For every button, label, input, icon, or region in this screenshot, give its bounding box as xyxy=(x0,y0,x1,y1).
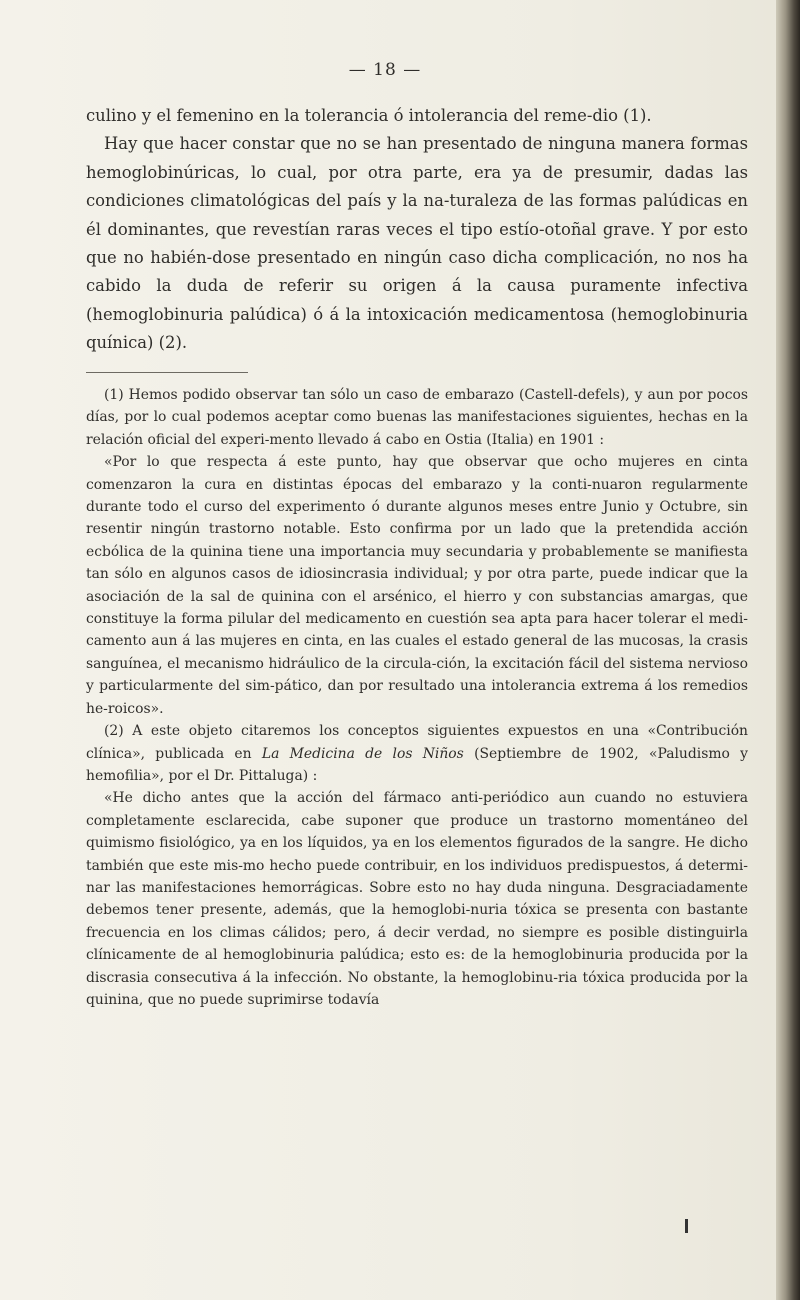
footnotes xyxy=(86,384,748,1011)
footnote-2-text-end: (Septiembre de 1902, «Paludismo y hemofilia», por el Dr. Pittaluga) : xyxy=(86,745,748,784)
paragraph-1: culino y el femenino en la tolerancia ó intolerancia del reme-dio (1). xyxy=(86,106,652,125)
paragraph-2: Hay que hacer constar que no se han presentado de ninguna manera formas hemoglobinúricas, lo cual, por otra parte, era ya de presumir, dadas las condiciones climatológicas del país y la na-turaleza de las formas palúdicas en él dominantes, que revestían raras veces el tipo estío-otoñal grave. Y por esto que no habién-dose presentado en ningún caso dicha complicación, no nos ha cabido la duda de referir su origen á la causa puramente infectiva (hemoglobinuria palúdica) ó á la intoxicación medicamentosa (hemoglobinuria quínica) (2). xyxy=(86,134,748,353)
print-mark xyxy=(685,1219,688,1233)
footnote-divider xyxy=(86,372,248,373)
footnote-2 xyxy=(86,720,748,787)
footnote-2-quote: «He dicho antes que la acción del fármaco anti-periódico aun cuando no estuviera completamente esclarecida, cabe suponer que produce un trastorno momentáneo del quimismo fisiológico, ya en los líquidos, ya en los elementos figurados de la sangre. He dicho también que este mis-mo hecho puede contribuir, en los individuos predispuestos, á determi-nar las manifestaciones hemorrágicas. Sobre esto no hay duda ninguna. Desgraciadamente debemos tener presente, además, que la hemoglobi-nuria tóxica se presenta con bastante frecuencia en los climas cálidos; pero, á decir verdad, no siempre es posible distinguirla clínicamente de al hemoglobinuria palúdica; esto es: de la hemoglobinuria producida por la discrasia consecutiva á la infección. No obstante, la hemoglobinu-ria tóxica producida por la quinina, que no puede suprimirse todavía xyxy=(86,790,748,1008)
footnote-1: (1) Hemos podido observar tan sólo un caso de embarazo (Castell-defels), y aun por pocos días, por lo cual podemos aceptar como buenas las manifestaciones siguientes, hechas en la relación oficial del experi-mento llevado á cabo en Ostia (Italia) en 1901 : xyxy=(86,387,748,448)
page-number: — 18 — xyxy=(348,60,422,80)
journal-title: La Medicina de los Niños xyxy=(261,745,464,762)
main-text xyxy=(86,102,748,358)
footnote-2-text-start: (2) A este objeto citaremos los conceptos siguientes expuestos en una «Contribución clínica», publicada en xyxy=(86,723,748,762)
page-edge-shadow xyxy=(776,0,800,1300)
footnote-1-quote: «Por lo que respecta á este punto, hay que observar que ocho mujeres en cinta comenzaron la cura en distintas épocas del embarazo y la conti-nuaron regularmente durante todo el curso del experimento ó durante algunos meses entre Junio y Octubre, sin resentir ningún trastorno notable. Esto confirma por un lado que la pretendida acción ecbólica de la quinina tiene una importancia muy secundaria y probablemente se manifiesta tan sólo en algunos casos de idiosincrasia individual; y por otra parte, puede indicar que la asociación de la sal de quinina con el arsénico, el hierro y con substancias amargas, que constituye la forma pilular del medicamento en cuestión sea apta para hacer tolerar el medi-camento aun á las mujeres en cinta, en las cuales el estado general de las mucosas, la crasis sanguínea, el mecanismo hidráulico de la circula-ción, la excitación fácil del sistema nervioso y particularmente del sim-pático, dan por resultado una intolerancia extrema á los remedios he-roicos». xyxy=(86,454,748,717)
